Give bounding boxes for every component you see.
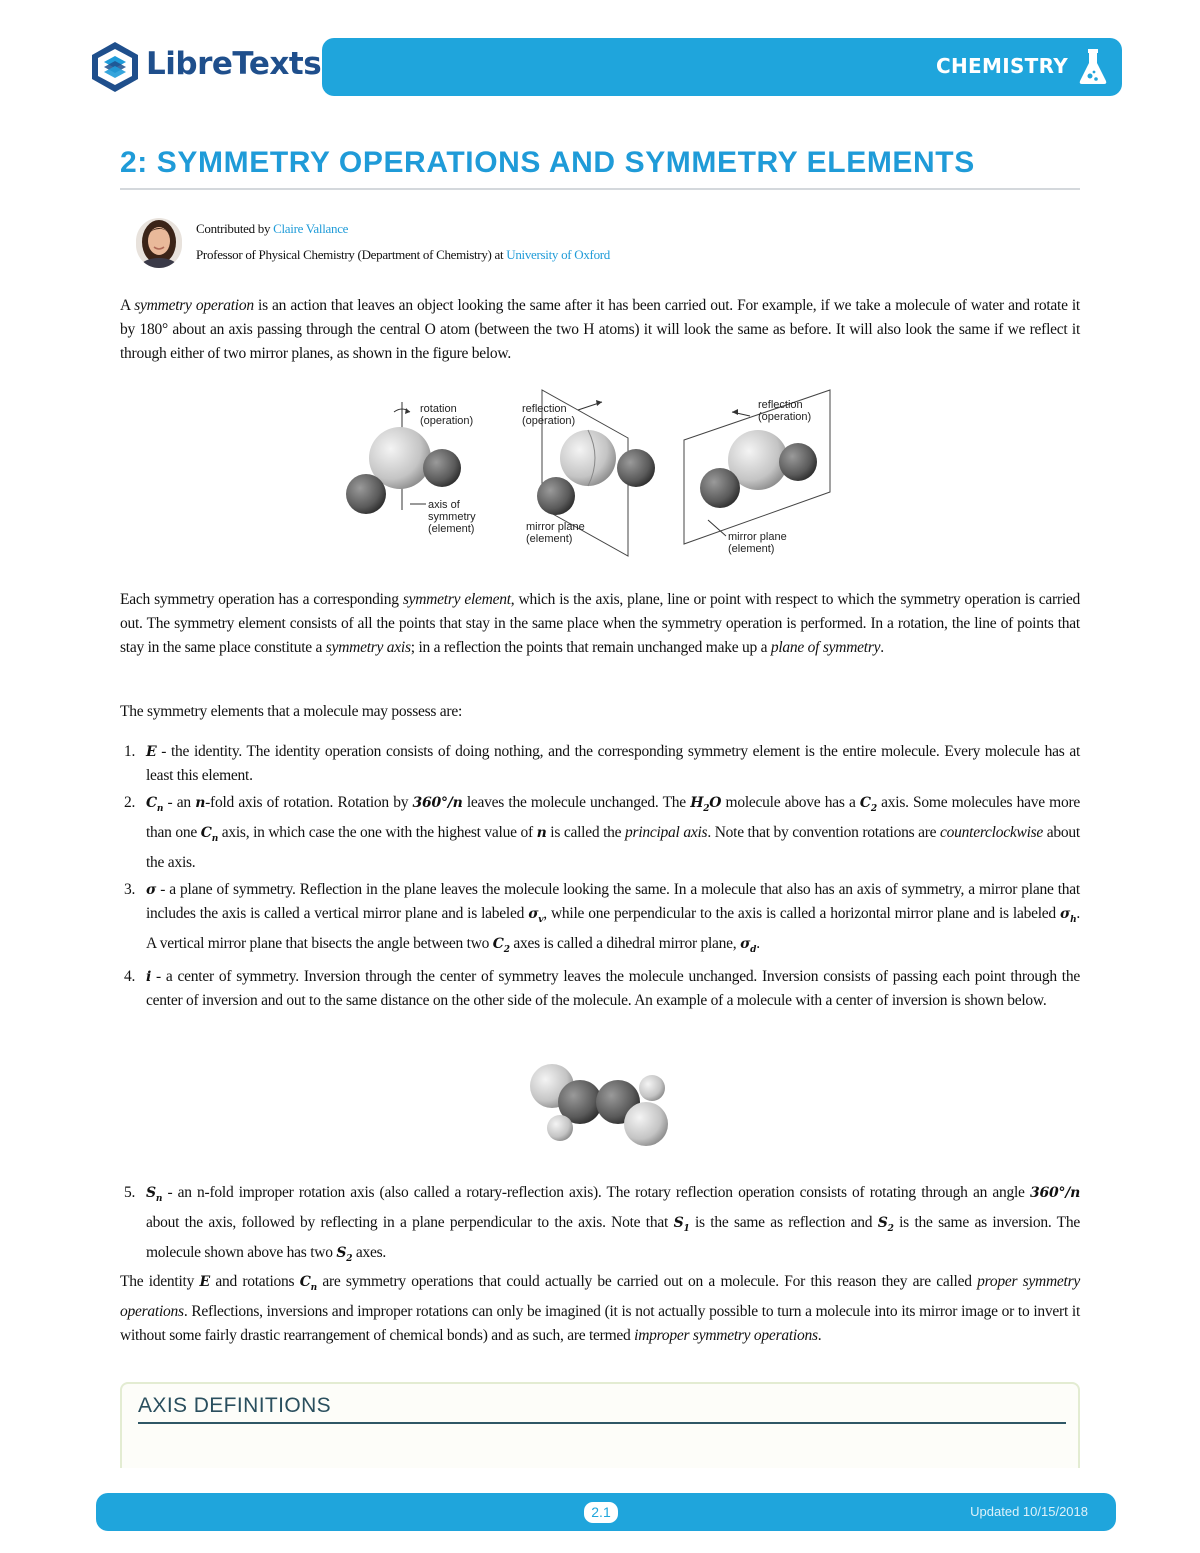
axis-definitions-title: AXIS DEFINITIONS [138,1394,332,1417]
footer-bar [96,1493,1116,1531]
proper-improper-paragraph: The identity E and rotations $C_n$ are symmetry operations that could actually be carried out on a molecule. For this reason they are called proper symmetry operations. Reflections, inversions and improper rotations can only be imagined (it is not actually possible to turn a molecule into its mirror image or to invert it without some fairly drastic rearrangement of chemical bonds) and as such, are termed improper symmetry operations. [120,1273,1081,1345]
rotation-sublabel: (operation) [420,415,474,427]
symmetry-element-paragraph: Each symmetry operation has a corresponding symmetry element, which is the axis, plane, line or point with respect to which the symmetry operation is carried out. The symmetry element consists of all the points that stay in the same place when the symmetry operation is performed. In a rotation, the line of points that stay in the same place constitute a symmetry axis; in a reflection the points that remain unchanged make up a plane of symmetry. [120,591,1081,656]
header-bar [322,38,1122,96]
title-divider [120,188,1080,190]
logo-text: LibreTexts [146,46,322,82]
reflection-sublabel: (operation) [522,415,576,427]
list-item-plane: 3. σ - a plane of symmetry. Reflection in the plane leaves the molecule looking the same. In a molecule that also has an axis of symmetry, a mirror plane that includes the axis is called a vertical mirror plane and is labeled $\sigma_v$, while one perpendicular to the axis is called a horizontal mirror plane and is labeled $\sigma_h$. A vertical mirror plane that bisects the angle between two $C_2$ axes is called a dihedral mirror plane, $\sigma_d$. [124,881,1080,956]
list-item-improper-rotation: 5. $S_n$ - an n-fold improper rotation axis (also called a rotary-reflection axis). The rotary reflection operation consists of rotating through an angle 360°/n about the axis, followed by reflecting in a plane perpendicular to the axis. Note that $S_1$ is the same as reflection and $S_2$ is the same as inversion. The molecule shown above has two $S_2$ axes. [124,1184,1081,1265]
librettexts-logo[interactable] [88,40,328,96]
flask-icon [1078,48,1108,86]
mirror-plane2-sublabel: (element) [728,543,775,555]
axis-label: axis of [428,499,460,511]
mirror-plane-sublabel: (element) [526,533,573,545]
subject-label[interactable]: CHEMISTRY [936,54,1068,78]
water-symmetry-figure [340,388,900,558]
institution-link[interactable]: University of Oxford [506,247,611,262]
inversion-molecule-figure [520,1054,680,1154]
elements-intro: The symmetry elements that a molecule may possess are: [120,703,463,720]
page-number: 2.1 [584,1502,618,1523]
reflection2-label: reflection [758,399,803,411]
reflection2-sublabel: (operation) [758,411,812,423]
libretexts-logo-icon [88,40,142,94]
page-title: 2: SYMMETRY OPERATIONS AND SYMMETRY ELEMENTS [120,146,975,179]
list-item-inversion: 4. i - a center of symmetry. Inversion through the center of symmetry leaves the molecule unchanged. Inversion consists of passing each point through the center of inversion and out to the same distance on the other side of the molecule. An example of a molecule with a center of inversion is shown below. [124,968,1080,1010]
rotation-label: rotation [420,403,457,415]
reflection-label: reflection [522,403,567,415]
list-item-identity: 1. E - the identity. The identity operation consists of doing nothing, and the corresponding symmetry element is the entire molecule. Every molecule has at least this element. [124,743,1080,784]
mirror-plane-label: mirror plane [526,521,585,533]
axis-sublabel-2: (element) [428,523,475,535]
symmetry-elements-list-continued [120,1181,1080,1274]
author-credit: Contributed by Claire Vallance [196,221,349,236]
axis-definitions-box [120,1382,1080,1468]
updated-date: Updated 10/15/2018 [970,1504,1088,1519]
symmetry-elements-list [120,740,1080,1016]
author-affiliation: Professor of Physical Chemistry (Department of Chemistry) at University of Oxford [196,247,611,262]
list-item-rotation: 2. $C_n$ - an n-fold axis of rotation. Rotation by 360°/n leaves the molecule unchanged. The $H_2O$ molecule above has a $C_2$ axis. Some molecules have more than one $C_n$ axis, in which case the one with the highest value of n is called the principal axis. Note that by convention rotations are counterclockwise about the axis. [124,794,1081,872]
intro-paragraph: A symmetry operation is an action that leaves an object looking the same after it has been carried out. For example, if we take a molecule of water and rotate it by 180° about an axis passing through the central O atom (between the two H atoms) it will look the same as before. It will also look the same if we reflect it through either of two mirror planes, as shown in the figure below. [120,297,1080,362]
mirror-plane2-label: mirror plane [728,531,787,543]
axis-sublabel-1: symmetry [428,511,476,523]
box-divider [138,1422,1066,1424]
author-name-link[interactable]: Claire Vallance [273,221,349,236]
author-avatar [136,218,182,268]
